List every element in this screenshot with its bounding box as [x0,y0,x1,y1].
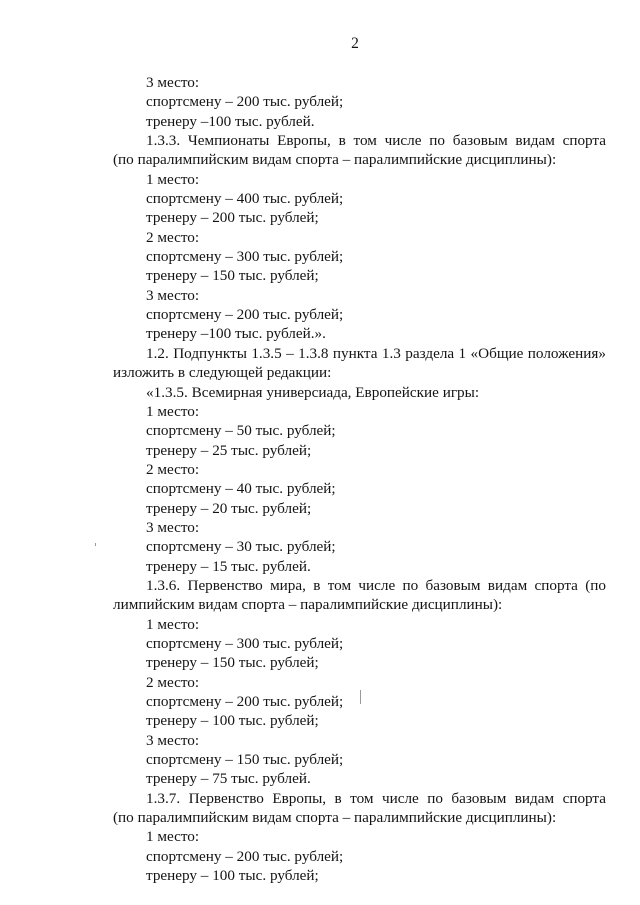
text-line: 1.2. Подпункты 1.3.5 – 1.3.8 пункта 1.3 раздела 1 «Общие положения» [146,344,606,362]
text-line: спортсмену – 300 тыс. рублей; [146,634,344,652]
text-line: 2 место: [146,228,200,246]
text-line: тренеру – 75 тыс. рублей. [146,770,311,788]
text-line: (по паралимпийским видам спорта – паралимпийские дисциплины): [113,809,557,827]
text-line: 1 место: [146,170,200,188]
text-line: спортсмену – 200 тыс. рублей; [146,306,344,324]
text-line: спортсмену – 200 тыс. рублей; [146,693,344,710]
text-line: 2 место: [146,673,200,691]
text-line: спортсмену – 200 тыс. рублей; [146,93,344,111]
text-line: спортсмену – 200 тыс. рублей; [146,847,344,865]
text-line: 1 место: [146,828,200,846]
text-line: 1 место: [146,615,200,633]
text-line: лимпийским видам спорта – паралимпийские дисциплины): [113,596,503,614]
text-line: спортсмену – 400 тыс. рублей; [146,190,344,208]
document-body [113,73,606,885]
text-line: тренеру – 200 тыс. рублей; [146,209,319,227]
text-line: 1 место: [146,402,200,420]
text-line: 1.3.7. Первенство Европы, в том числе по базовым видам спорта [146,789,606,807]
text-line: (по паралимпийским видам спорта – паралимпийские дисциплины): [113,151,557,169]
text-line: «1.3.5. Всемирная универсиада, Европейские игры: [146,383,480,401]
text-line: 1.3.3. Чемпионаты Европы, в том числе по базовым видам спорта [146,132,606,150]
text-line: 3 место: [146,286,200,304]
text-line: тренеру – 15 тыс. рублей. [146,557,311,575]
text-line: тренеру – 150 тыс. рублей; [146,267,319,285]
scan-mark [360,690,361,704]
scan-mark [95,543,96,546]
text-line: тренеру – 100 тыс. рублей; [146,712,319,730]
text-line: 2 место: [146,460,200,478]
text-line: тренеру – 25 тыс. рублей; [146,441,312,459]
text-line: тренеру – 20 тыс. рублей; [146,499,312,517]
text-line: спортсмену – 150 тыс. рублей; [146,751,344,769]
text-line: тренеру –100 тыс. рублей.». [146,325,326,343]
text-line: 3 место: [146,731,200,749]
text-line: изложить в следующей редакции: [113,364,332,382]
text-line: 3 место: [146,74,200,91]
page-number: 2 [351,35,359,52]
text-line: спортсмену – 300 тыс. рублей; [146,248,344,266]
text-line: тренеру –100 тыс. рублей. [146,112,315,130]
text-line: тренеру – 100 тыс. рублей; [146,867,319,885]
text-line: спортсмену – 30 тыс. рублей; [146,538,336,556]
text-line: спортсмену – 50 тыс. рублей; [146,422,336,440]
text-line: 3 место: [146,518,200,536]
text-line: 1.3.6. Первенство мира, в том числе по базовым видам спорта (по [146,576,606,594]
text-line: тренеру – 150 тыс. рублей; [146,654,319,672]
text-line: спортсмену – 40 тыс. рублей; [146,480,336,498]
